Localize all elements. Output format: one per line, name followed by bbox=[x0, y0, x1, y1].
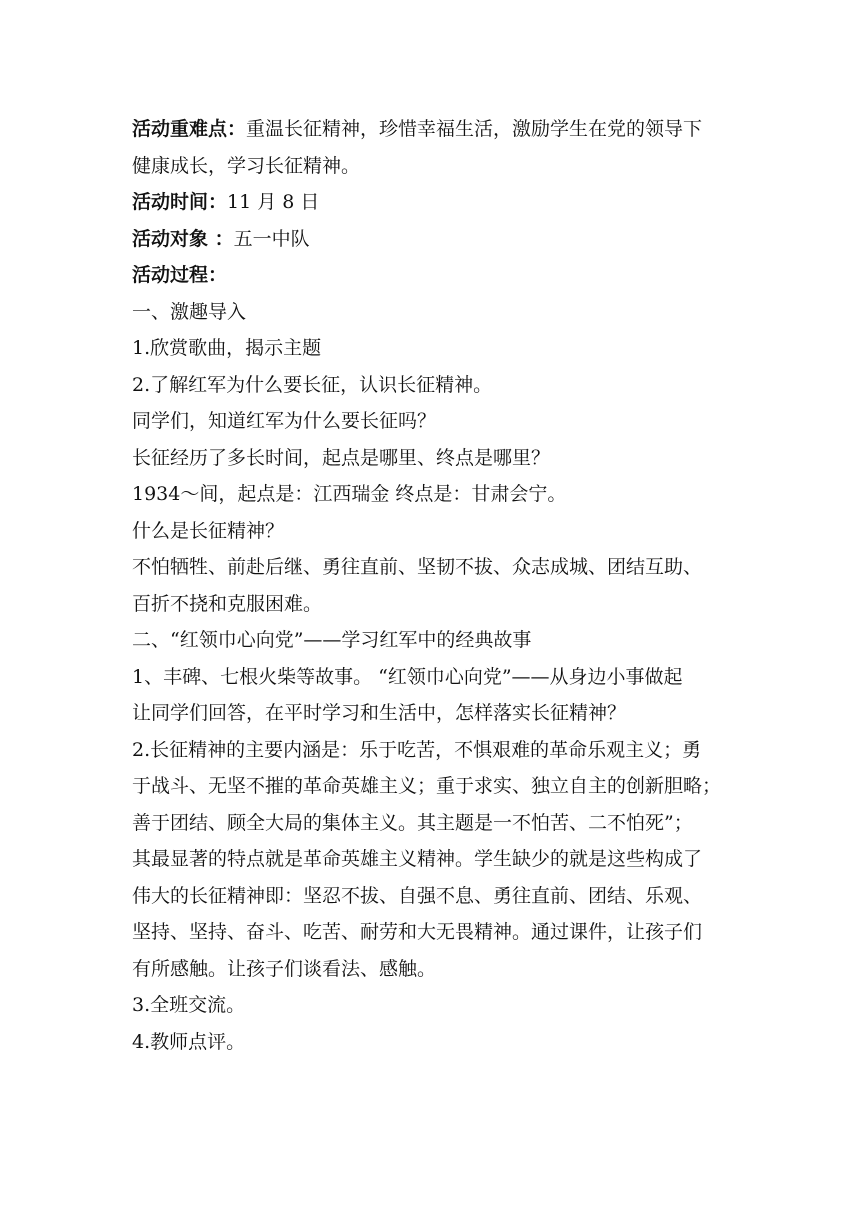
body-line: 百折不挠和克服困难。 bbox=[132, 592, 323, 615]
body-line: 其最显著的特点就是革命英雄主义精神。学生缺少的就是这些构成了 bbox=[132, 848, 703, 870]
difficulty-text-1: 重温长征精神，珍惜幸福生活，激励学生在党的领导下 bbox=[246, 118, 703, 140]
body-line: 3.全班交流。 bbox=[132, 994, 246, 1016]
difficulty-label: 活动重难点： bbox=[132, 118, 247, 140]
body-line: 1934～间，起点是：江西瑞金 终点是：甘肃会宁。 bbox=[132, 483, 567, 505]
difficulty-line-2: 健康成长，学习长征精神。 bbox=[132, 154, 361, 177]
body-line: 让同学们回答，在平时学习和生活中，怎样落实长征精神？ bbox=[132, 702, 627, 724]
target-label: 活动对象 ： bbox=[132, 227, 234, 250]
body-line: 同学们，知道红军为什么要长征吗？ bbox=[132, 410, 437, 432]
body-line: 4.教师点评。 bbox=[132, 1030, 246, 1053]
time-line bbox=[132, 184, 732, 221]
body-line: 坚持、坚持、奋斗、吃苦、耐劳和大无畏精神。通过课件，让孩子们 bbox=[132, 921, 703, 943]
body-line: 什么是长征精神？ bbox=[132, 519, 285, 542]
process-line bbox=[132, 257, 732, 294]
document-page bbox=[132, 111, 732, 1060]
target-line bbox=[132, 221, 732, 258]
body-line: 有所感触。让孩子们谈看法、感触。 bbox=[132, 957, 437, 980]
body-line: 不怕牺牲、前赴后继、勇往直前、坚韧不拔、众志成城、团结互助、 bbox=[132, 556, 703, 578]
body-line: 伟大的长征精神即：坚忍不拔、自强不息、勇往直前、团结、乐观、 bbox=[132, 884, 703, 907]
body-line: 善于团结、顾全大局的集体主义。其主题是一不怕苦、二不怕死”； bbox=[132, 811, 693, 834]
body-line: 一、激趣导入 bbox=[132, 300, 247, 323]
body-line: 1.欣赏歌曲，揭示主题 bbox=[132, 337, 322, 359]
body-line: 长征经历了多长时间，起点是哪里、终点是哪里？ bbox=[132, 446, 551, 469]
body-line: 于战斗、无坚不摧的革命英雄主义；重于求实、独立自主的创新胆略； bbox=[132, 775, 722, 797]
target-value: 五一中队 bbox=[233, 227, 310, 250]
difficulty-line-1 bbox=[132, 111, 732, 148]
time-label: 活动时间： bbox=[132, 191, 228, 213]
body-line: 2.长征精神的主要内涵是：乐于吃苦，不惧艰难的革命乐观主义；勇 bbox=[132, 738, 702, 761]
body-line: 1、丰碑、七根火柴等故事。 “红领巾心向党”——从身边小事做起 bbox=[132, 665, 683, 688]
body-line: 二、“红领巾心向党”——学习红军中的经典故事 bbox=[132, 629, 532, 651]
time-value: 11 月 8 日 bbox=[227, 191, 320, 213]
body-line: 2.了解红军为什么要长征，认识长征精神。 bbox=[132, 373, 493, 396]
process-label: 活动过程： bbox=[132, 264, 228, 286]
